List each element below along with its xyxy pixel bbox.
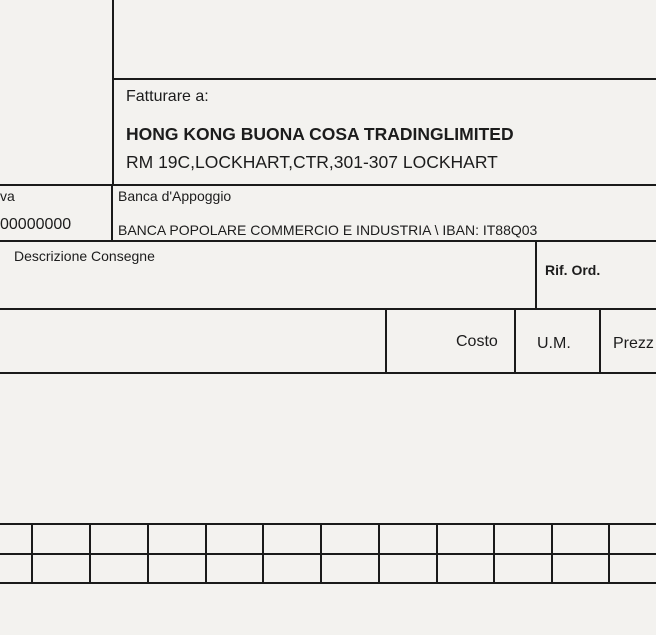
header-row-divider-1 — [385, 310, 387, 374]
delivery-bottom-border — [0, 308, 656, 310]
grid-col-10 — [551, 523, 553, 584]
column-header-cost: Costo — [456, 333, 498, 350]
column-header-unit: U.M. — [537, 335, 571, 352]
grid-col-7 — [378, 523, 380, 584]
billing-label: Fatturare a: — [126, 88, 209, 105]
column-header-price: Prezz — [613, 335, 654, 352]
billing-address: RM 19C,LOCKHART,CTR,301-307 LOCKHART — [126, 152, 498, 172]
billing-bottom-border — [0, 184, 656, 186]
grid-col-8 — [436, 523, 438, 584]
grid-col-2 — [89, 523, 91, 584]
grid-col-5 — [262, 523, 264, 584]
billing-top-border — [112, 78, 656, 80]
bank-label: Banca d'Appoggio — [118, 188, 232, 204]
header-row-divider-2 — [514, 310, 516, 374]
grid-middle-border — [0, 553, 656, 555]
bank-divider — [111, 184, 113, 242]
grid-col-4 — [205, 523, 207, 584]
left-field-value: 00000000 — [0, 216, 72, 233]
grid-bottom-border — [0, 582, 656, 584]
header-row-bottom-border — [0, 372, 656, 374]
order-ref-divider — [535, 242, 537, 310]
left-field-label: va — [0, 188, 15, 204]
bank-row-bottom-border — [0, 240, 656, 242]
grid-top-border — [0, 523, 656, 525]
order-ref-label: Rif. Ord. — [545, 262, 601, 278]
grid-col-6 — [320, 523, 322, 584]
delivery-label: Descrizione Consegne — [14, 248, 155, 264]
billing-company-name: HONG KONG BUONA COSA TRADINGLIMITED — [126, 124, 514, 144]
grid-col-9 — [493, 523, 495, 584]
header-row-divider-3 — [599, 310, 601, 374]
grid-col-3 — [147, 523, 149, 584]
top-box-left-border — [112, 0, 114, 186]
grid-col-1 — [31, 523, 33, 584]
bank-value: BANCA POPOLARE COMMERCIO E INDUSTRIA \ IBAN: IT88Q03 — [118, 222, 538, 238]
grid-col-11 — [608, 523, 610, 584]
